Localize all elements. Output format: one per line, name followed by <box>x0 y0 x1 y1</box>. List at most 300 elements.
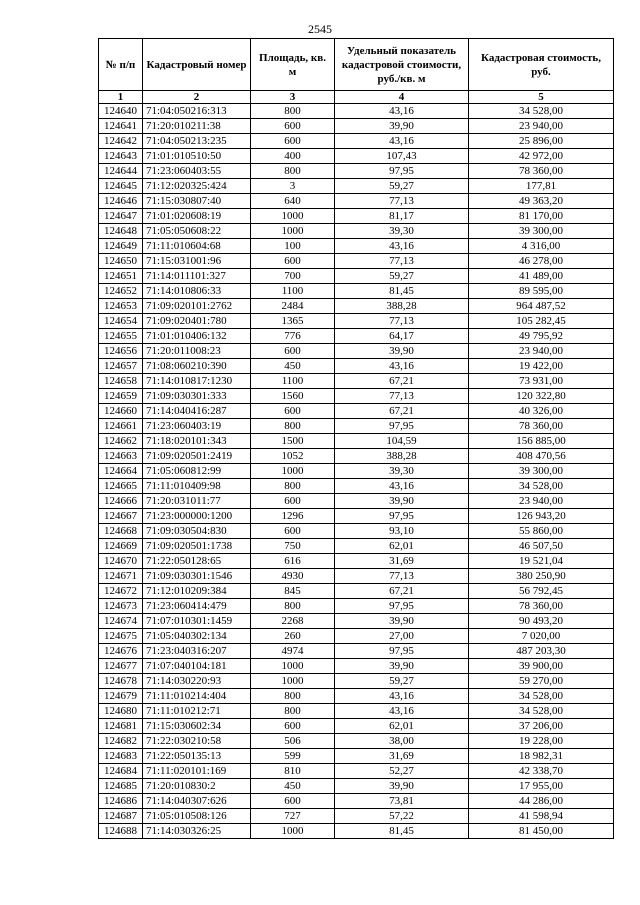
unit-rate-value: 97,95 <box>335 644 469 659</box>
cadastral-cost-value: 37 206,00 <box>469 719 614 734</box>
row-index: 124670 <box>99 554 143 569</box>
unit-rate-value: 67,21 <box>335 404 469 419</box>
area-value: 800 <box>251 599 335 614</box>
table-row <box>99 314 614 329</box>
table-row <box>99 104 614 119</box>
table-row <box>99 464 614 479</box>
table-row <box>99 284 614 299</box>
table-row <box>99 719 614 734</box>
cadastral-number: 71:23:000000:1200 <box>143 509 251 524</box>
unit-rate-value: 77,13 <box>335 389 469 404</box>
area-value: 750 <box>251 539 335 554</box>
area-value: 1052 <box>251 449 335 464</box>
table-body <box>99 91 614 839</box>
cadastral-number: 71:14:011101:327 <box>143 269 251 284</box>
area-value: 1365 <box>251 314 335 329</box>
table-row <box>99 209 614 224</box>
cadastral-cost-value: 81 450,00 <box>469 824 614 839</box>
area-value: 506 <box>251 734 335 749</box>
cadastral-number: 71:04:050213:235 <box>143 134 251 149</box>
cadastral-cost-value: 39 900,00 <box>469 659 614 674</box>
area-value: 600 <box>251 494 335 509</box>
table-row <box>99 644 614 659</box>
cadastral-number: 71:22:030210:58 <box>143 734 251 749</box>
cadastral-number: 71:20:031011:77 <box>143 494 251 509</box>
row-index: 124668 <box>99 524 143 539</box>
cadastral-cost-value: 56 792,45 <box>469 584 614 599</box>
cadastral-cost-value: 49 795,92 <box>469 329 614 344</box>
unit-rate-value: 43,16 <box>335 239 469 254</box>
table-row <box>99 764 614 779</box>
cadastral-number: 71:11:010409:98 <box>143 479 251 494</box>
area-value: 800 <box>251 104 335 119</box>
row-index: 124651 <box>99 269 143 284</box>
page-number: 2545 <box>308 22 332 36</box>
unit-rate-value: 104,59 <box>335 434 469 449</box>
header-unit-rate: Удельный показатель кадастровой стоимости, руб./кв. м <box>335 39 469 91</box>
table-row <box>99 359 614 374</box>
area-value: 700 <box>251 269 335 284</box>
table-row <box>99 734 614 749</box>
table-row <box>99 614 614 629</box>
unit-rate-value: 97,95 <box>335 509 469 524</box>
cadastral-number: 71:12:020325:424 <box>143 179 251 194</box>
unit-rate-value: 31,69 <box>335 749 469 764</box>
cadastral-number: 71:18:020101:343 <box>143 434 251 449</box>
area-value: 600 <box>251 134 335 149</box>
cadastral-number: 71:08:060210:390 <box>143 359 251 374</box>
unit-rate-value: 39,30 <box>335 224 469 239</box>
row-index: 124660 <box>99 404 143 419</box>
table-row <box>99 434 614 449</box>
area-value: 600 <box>251 719 335 734</box>
cadastral-cost-value: 59 270,00 <box>469 674 614 689</box>
column-number: 4 <box>335 91 469 104</box>
row-index: 124642 <box>99 134 143 149</box>
cadastral-cost-value: 73 931,00 <box>469 374 614 389</box>
cadastral-number: 71:20:010211:38 <box>143 119 251 134</box>
table-row <box>99 554 614 569</box>
unit-rate-value: 97,95 <box>335 164 469 179</box>
table-row <box>99 479 614 494</box>
row-index: 124663 <box>99 449 143 464</box>
cadastral-number: 71:11:010604:68 <box>143 239 251 254</box>
table-row <box>99 239 614 254</box>
unit-rate-value: 81,45 <box>335 824 469 839</box>
area-value: 1000 <box>251 674 335 689</box>
table-row <box>99 404 614 419</box>
area-value: 2268 <box>251 614 335 629</box>
unit-rate-value: 57,22 <box>335 809 469 824</box>
row-index: 124646 <box>99 194 143 209</box>
cadastral-number: 71:09:020501:1738 <box>143 539 251 554</box>
cadastral-number: 71:12:010209:384 <box>143 584 251 599</box>
unit-rate-value: 77,13 <box>335 569 469 584</box>
cadastral-number: 71:01:010510:50 <box>143 149 251 164</box>
header-area: Площадь, кв. м <box>251 39 335 91</box>
table-row <box>99 809 614 824</box>
row-index: 124655 <box>99 329 143 344</box>
column-number: 3 <box>251 91 335 104</box>
unit-rate-value: 107,43 <box>335 149 469 164</box>
table-row <box>99 824 614 839</box>
cadastral-number: 71:23:060403:55 <box>143 164 251 179</box>
cadastral-cost-value: 34 528,00 <box>469 689 614 704</box>
area-value: 1000 <box>251 224 335 239</box>
cadastral-number: 71:04:050216:313 <box>143 104 251 119</box>
unit-rate-value: 62,01 <box>335 539 469 554</box>
unit-rate-value: 62,01 <box>335 719 469 734</box>
table-row <box>99 704 614 719</box>
cadastral-number: 71:05:060812:99 <box>143 464 251 479</box>
table-row <box>99 449 614 464</box>
cadastral-number: 71:11:010212:71 <box>143 704 251 719</box>
cadastral-number: 71:14:040307:626 <box>143 794 251 809</box>
row-index: 124684 <box>99 764 143 779</box>
row-index: 124649 <box>99 239 143 254</box>
cadastral-number: 71:20:010830:2 <box>143 779 251 794</box>
cadastral-number: 71:09:030301:333 <box>143 389 251 404</box>
cadastral-cost-value: 19 228,00 <box>469 734 614 749</box>
cadastral-cost-value: 126 943,20 <box>469 509 614 524</box>
cadastral-cost-value: 34 528,00 <box>469 104 614 119</box>
area-value: 1100 <box>251 284 335 299</box>
cadastral-number: 71:15:031001:96 <box>143 254 251 269</box>
cadastral-cost-value: 120 322,80 <box>469 389 614 404</box>
area-value: 1100 <box>251 374 335 389</box>
unit-rate-value: 73,81 <box>335 794 469 809</box>
unit-rate-value: 93,10 <box>335 524 469 539</box>
cadastral-cost-value: 44 286,00 <box>469 794 614 809</box>
cadastral-cost-value: 49 363,20 <box>469 194 614 209</box>
unit-rate-value: 97,95 <box>335 419 469 434</box>
area-value: 1500 <box>251 434 335 449</box>
cadastral-cost-value: 964 487,52 <box>469 299 614 314</box>
cadastral-cost-value: 40 326,00 <box>469 404 614 419</box>
cadastral-number: 71:20:011008:23 <box>143 344 251 359</box>
unit-rate-value: 59,27 <box>335 269 469 284</box>
cadastral-cost-value: 81 170,00 <box>469 209 614 224</box>
cadastral-number: 71:14:040416:287 <box>143 404 251 419</box>
cadastral-number: 71:14:030220:93 <box>143 674 251 689</box>
row-index: 124673 <box>99 599 143 614</box>
cadastral-number: 71:14:010817:1230 <box>143 374 251 389</box>
cadastral-cost-value: 46 507,50 <box>469 539 614 554</box>
unit-rate-value: 77,13 <box>335 254 469 269</box>
table-row <box>99 254 614 269</box>
row-index: 124650 <box>99 254 143 269</box>
unit-rate-value: 77,13 <box>335 314 469 329</box>
cadastral-value-table <box>98 38 614 839</box>
header-cadastral-number: Кадастровый номер <box>143 39 251 91</box>
area-value: 1000 <box>251 209 335 224</box>
unit-rate-value: 27,00 <box>335 629 469 644</box>
cadastral-cost-value: 78 360,00 <box>469 164 614 179</box>
area-value: 4974 <box>251 644 335 659</box>
cadastral-number: 71:11:010214:404 <box>143 689 251 704</box>
row-index: 124676 <box>99 644 143 659</box>
column-number: 1 <box>99 91 143 104</box>
area-value: 640 <box>251 194 335 209</box>
row-index: 124658 <box>99 374 143 389</box>
row-index: 124667 <box>99 509 143 524</box>
row-index: 124687 <box>99 809 143 824</box>
area-value: 400 <box>251 149 335 164</box>
cadastral-cost-value: 19 521,04 <box>469 554 614 569</box>
unit-rate-value: 39,90 <box>335 779 469 794</box>
unit-rate-value: 52,27 <box>335 764 469 779</box>
table-row <box>99 689 614 704</box>
area-value: 1000 <box>251 659 335 674</box>
cadastral-number: 71:14:010806:33 <box>143 284 251 299</box>
table-row <box>99 524 614 539</box>
unit-rate-value: 43,16 <box>335 134 469 149</box>
cadastral-number: 71:09:020101:2762 <box>143 299 251 314</box>
cadastral-number: 71:23:040316:207 <box>143 644 251 659</box>
table-row <box>99 164 614 179</box>
cadastral-number: 71:01:010406:132 <box>143 329 251 344</box>
unit-rate-value: 39,90 <box>335 494 469 509</box>
area-value: 599 <box>251 749 335 764</box>
cadastral-number: 71:23:060403:19 <box>143 419 251 434</box>
area-value: 845 <box>251 584 335 599</box>
table-row <box>99 629 614 644</box>
unit-rate-value: 43,16 <box>335 359 469 374</box>
unit-rate-value: 67,21 <box>335 584 469 599</box>
unit-rate-value: 39,90 <box>335 614 469 629</box>
area-value: 600 <box>251 344 335 359</box>
area-value: 800 <box>251 479 335 494</box>
row-index: 124675 <box>99 629 143 644</box>
cadastral-cost-value: 41 598,94 <box>469 809 614 824</box>
row-index: 124647 <box>99 209 143 224</box>
table-row <box>99 149 614 164</box>
table-row <box>99 224 614 239</box>
cadastral-number: 71:09:030301:1546 <box>143 569 251 584</box>
header-index: № п/п <box>99 39 143 91</box>
row-index: 124662 <box>99 434 143 449</box>
row-index: 124678 <box>99 674 143 689</box>
unit-rate-value: 77,13 <box>335 194 469 209</box>
table-row <box>99 659 614 674</box>
area-value: 1560 <box>251 389 335 404</box>
cadastral-number: 71:22:050135:13 <box>143 749 251 764</box>
cadastral-cost-value: 90 493,20 <box>469 614 614 629</box>
area-value: 4930 <box>251 569 335 584</box>
cadastral-number: 71:05:010508:126 <box>143 809 251 824</box>
area-value: 450 <box>251 359 335 374</box>
row-index: 124672 <box>99 584 143 599</box>
row-index: 124641 <box>99 119 143 134</box>
cadastral-number: 71:22:050128:65 <box>143 554 251 569</box>
unit-rate-value: 59,27 <box>335 674 469 689</box>
unit-rate-value: 97,95 <box>335 599 469 614</box>
table-row <box>99 119 614 134</box>
cadastral-cost-value: 487 203,30 <box>469 644 614 659</box>
unit-rate-value: 43,16 <box>335 104 469 119</box>
row-index: 124654 <box>99 314 143 329</box>
row-index: 124664 <box>99 464 143 479</box>
row-index: 124645 <box>99 179 143 194</box>
row-index: 124652 <box>99 284 143 299</box>
cadastral-cost-value: 46 278,00 <box>469 254 614 269</box>
area-value: 600 <box>251 404 335 419</box>
cadastral-cost-value: 78 360,00 <box>469 599 614 614</box>
table-row <box>99 419 614 434</box>
cadastral-number: 71:15:030602:34 <box>143 719 251 734</box>
cadastral-cost-value: 408 470,56 <box>469 449 614 464</box>
cadastral-cost-value: 34 528,00 <box>469 704 614 719</box>
row-index: 124677 <box>99 659 143 674</box>
area-value: 1000 <box>251 824 335 839</box>
table-row <box>99 584 614 599</box>
cadastral-cost-value: 177,81 <box>469 179 614 194</box>
table-row <box>99 179 614 194</box>
cadastral-number: 71:11:020101:169 <box>143 764 251 779</box>
row-index: 124682 <box>99 734 143 749</box>
table-row <box>99 299 614 314</box>
column-number-row <box>99 91 614 104</box>
row-index: 124685 <box>99 779 143 794</box>
row-index: 124648 <box>99 224 143 239</box>
area-value: 600 <box>251 524 335 539</box>
table-row <box>99 509 614 524</box>
area-value: 450 <box>251 779 335 794</box>
unit-rate-value: 38,00 <box>335 734 469 749</box>
area-value: 100 <box>251 239 335 254</box>
unit-rate-value: 39,90 <box>335 659 469 674</box>
table-row <box>99 134 614 149</box>
unit-rate-value: 64,17 <box>335 329 469 344</box>
cadastral-number: 71:23:060414:479 <box>143 599 251 614</box>
area-value: 1000 <box>251 464 335 479</box>
table-row <box>99 569 614 584</box>
row-index: 124683 <box>99 749 143 764</box>
cadastral-number: 71:14:030326:25 <box>143 824 251 839</box>
cadastral-cost-value: 156 885,00 <box>469 434 614 449</box>
table-row <box>99 794 614 809</box>
column-number: 2 <box>143 91 251 104</box>
table-row <box>99 749 614 764</box>
cadastral-number: 71:01:020608:19 <box>143 209 251 224</box>
area-value: 260 <box>251 629 335 644</box>
unit-rate-value: 39,30 <box>335 464 469 479</box>
table-row <box>99 194 614 209</box>
cadastral-number: 71:05:050608:22 <box>143 224 251 239</box>
area-value: 800 <box>251 704 335 719</box>
area-value: 800 <box>251 164 335 179</box>
cadastral-cost-value: 17 955,00 <box>469 779 614 794</box>
area-value: 800 <box>251 689 335 704</box>
unit-rate-value: 388,28 <box>335 299 469 314</box>
table-row <box>99 779 614 794</box>
cadastral-number: 71:07:010301:1459 <box>143 614 251 629</box>
cadastral-cost-value: 78 360,00 <box>469 419 614 434</box>
area-value: 600 <box>251 254 335 269</box>
cadastral-cost-value: 34 528,00 <box>469 479 614 494</box>
row-index: 124680 <box>99 704 143 719</box>
cadastral-cost-value: 39 300,00 <box>469 224 614 239</box>
cadastral-number: 71:05:040302:134 <box>143 629 251 644</box>
row-index: 124674 <box>99 614 143 629</box>
area-value: 600 <box>251 119 335 134</box>
row-index: 124679 <box>99 689 143 704</box>
cadastral-cost-value: 42 972,00 <box>469 149 614 164</box>
cadastral-number: 71:09:020501:2419 <box>143 449 251 464</box>
area-value: 2484 <box>251 299 335 314</box>
unit-rate-value: 81,17 <box>335 209 469 224</box>
cadastral-cost-value: 380 250,90 <box>469 569 614 584</box>
area-value: 800 <box>251 419 335 434</box>
area-value: 776 <box>251 329 335 344</box>
unit-rate-value: 31,69 <box>335 554 469 569</box>
cadastral-cost-value: 7 020,00 <box>469 629 614 644</box>
unit-rate-value: 59,27 <box>335 179 469 194</box>
cadastral-number: 71:09:020401:780 <box>143 314 251 329</box>
cadastral-cost-value: 25 896,00 <box>469 134 614 149</box>
cadastral-cost-value: 41 489,00 <box>469 269 614 284</box>
table-row <box>99 494 614 509</box>
table-row <box>99 344 614 359</box>
unit-rate-value: 67,21 <box>335 374 469 389</box>
row-index: 124656 <box>99 344 143 359</box>
table-row <box>99 389 614 404</box>
row-index: 124640 <box>99 104 143 119</box>
row-index: 124681 <box>99 719 143 734</box>
area-value: 616 <box>251 554 335 569</box>
row-index: 124686 <box>99 794 143 809</box>
header-cadastral-cost: Кадастровая стоимость, руб. <box>469 39 614 91</box>
area-value: 1296 <box>251 509 335 524</box>
row-index: 124665 <box>99 479 143 494</box>
cadastral-cost-value: 23 940,00 <box>469 119 614 134</box>
table-row <box>99 374 614 389</box>
row-index: 124657 <box>99 359 143 374</box>
cadastral-number: 71:09:030504:830 <box>143 524 251 539</box>
row-index: 124666 <box>99 494 143 509</box>
cadastral-number: 71:15:030807:40 <box>143 194 251 209</box>
cadastral-number: 71:07:040104:181 <box>143 659 251 674</box>
table-row <box>99 329 614 344</box>
cadastral-cost-value: 42 338,70 <box>469 764 614 779</box>
row-index: 124669 <box>99 539 143 554</box>
cadastral-cost-value: 55 860,00 <box>469 524 614 539</box>
unit-rate-value: 39,90 <box>335 119 469 134</box>
area-value: 600 <box>251 794 335 809</box>
unit-rate-value: 43,16 <box>335 479 469 494</box>
unit-rate-value: 43,16 <box>335 689 469 704</box>
cadastral-cost-value: 89 595,00 <box>469 284 614 299</box>
row-index: 124688 <box>99 824 143 839</box>
row-index: 124659 <box>99 389 143 404</box>
column-number: 5 <box>469 91 614 104</box>
row-index: 124661 <box>99 419 143 434</box>
area-value: 810 <box>251 764 335 779</box>
header-row <box>99 39 614 91</box>
row-index: 124644 <box>99 164 143 179</box>
unit-rate-value: 81,45 <box>335 284 469 299</box>
row-index: 124653 <box>99 299 143 314</box>
table-row <box>99 269 614 284</box>
unit-rate-value: 43,16 <box>335 704 469 719</box>
cadastral-cost-value: 23 940,00 <box>469 344 614 359</box>
cadastral-cost-value: 4 316,00 <box>469 239 614 254</box>
cadastral-cost-value: 105 282,45 <box>469 314 614 329</box>
table-row <box>99 599 614 614</box>
cadastral-cost-value: 19 422,00 <box>469 359 614 374</box>
cadastral-cost-value: 39 300,00 <box>469 464 614 479</box>
cadastral-cost-value: 23 940,00 <box>469 494 614 509</box>
